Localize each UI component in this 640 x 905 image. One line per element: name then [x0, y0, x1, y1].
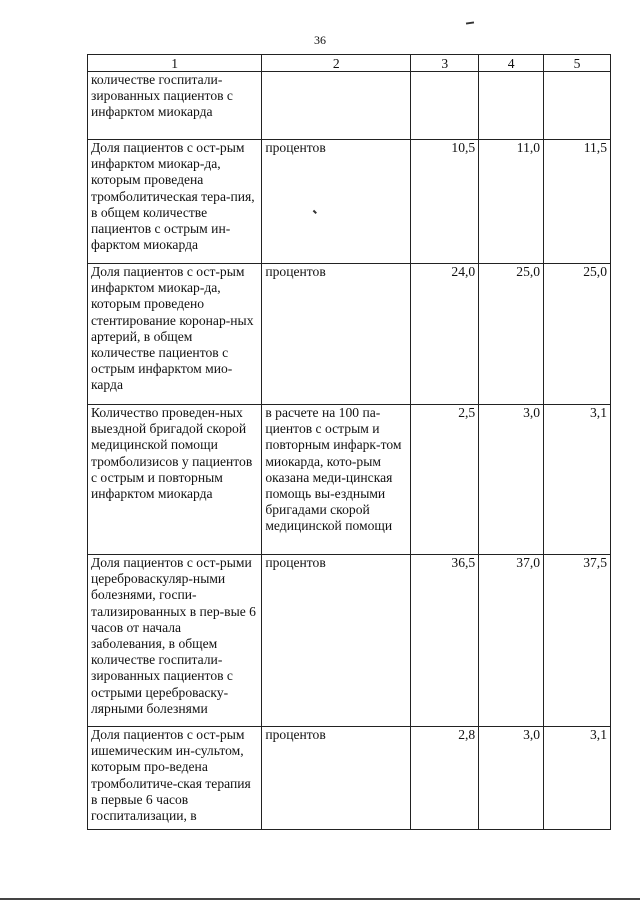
- unit-cell: процентов: [262, 727, 411, 830]
- value-cell: 24,0: [411, 264, 479, 405]
- indicator-cell: Доля пациентов с ост-рым ишемическим ин-сультом, которым про-ведена тромболитиче-ская терапия в первые 6 часов госпитализации, в: [88, 727, 262, 830]
- unit-cell: [262, 72, 411, 140]
- unit-cell: процентов: [262, 555, 411, 727]
- value-cell: 10,5: [411, 140, 479, 264]
- indicator-cell: Доля пациентов с ост-рым инфарктом миокар-да, которым проведено стентирование коронар-ных артерий, в общем количестве пациентов с острым инфарктом мио-карда: [88, 264, 262, 405]
- value-cell: 11,0: [479, 140, 544, 264]
- indicator-cell: Доля пациентов с ост-рыми цереброваскуляр-ными болезнями, госпи-тализированных в пер-вые 6 часов от начала заболевания, в общем количестве госпитали-зированных пациентов с острыми цереброваску-лярными болезнями: [88, 555, 262, 727]
- table-row: [88, 264, 611, 405]
- table-row: [88, 72, 611, 140]
- value-cell: 2,5: [411, 405, 479, 555]
- value-cell: 36,5: [411, 555, 479, 727]
- value-cell: 37,0: [479, 555, 544, 727]
- indicator-cell: Доля пациентов с ост-рым инфарктом миокар-да, которым проведена тромболитическая тера-пия, в общем количестве пациентов с острым ин-фарктом миокарда: [88, 140, 262, 264]
- column-header: 4: [479, 55, 544, 72]
- column-header: 3: [411, 55, 479, 72]
- value-cell: 3,0: [479, 727, 544, 830]
- value-cell: 3,0: [479, 405, 544, 555]
- table-header-row: [88, 55, 611, 72]
- value-cell: 25,0: [544, 264, 611, 405]
- unit-cell: процентов: [262, 264, 411, 405]
- value-cell: [411, 72, 479, 140]
- page-number: 36: [314, 33, 326, 47]
- table-row: [88, 140, 611, 264]
- unit-cell: в расчете на 100 па-циентов с острым и повторным инфарк-том миокарда, кото-рым оказана меди-цинская помощь вы-ездными бригадами скорой медицинской помощи: [262, 405, 411, 555]
- scan-dash-mark: [466, 21, 474, 24]
- unit-cell: процентов: [262, 140, 411, 264]
- value-cell: [544, 72, 611, 140]
- value-cell: 3,1: [544, 405, 611, 555]
- column-header: 1: [88, 55, 262, 72]
- value-cell: 2,8: [411, 727, 479, 830]
- indicator-cell: Количество проведен-ных выездной бригадой скорой медицинской помощи тромболизисов у пациентов с острым и повторным инфарктом миокарда: [88, 405, 262, 555]
- value-cell: 37,5: [544, 555, 611, 727]
- value-cell: 11,5: [544, 140, 611, 264]
- table-row: [88, 555, 611, 727]
- value-cell: [479, 72, 544, 140]
- table-row: [88, 727, 611, 830]
- value-cell: 3,1: [544, 727, 611, 830]
- value-cell: 25,0: [479, 264, 544, 405]
- table-row: [88, 405, 611, 555]
- indicator-cell: количестве госпитали-зированных пациентов с инфарктом миокарда: [88, 72, 262, 140]
- indicators-table: [87, 54, 611, 830]
- column-header: 2: [262, 55, 411, 72]
- column-header: 5: [544, 55, 611, 72]
- scan-bottom-edge: [0, 898, 640, 900]
